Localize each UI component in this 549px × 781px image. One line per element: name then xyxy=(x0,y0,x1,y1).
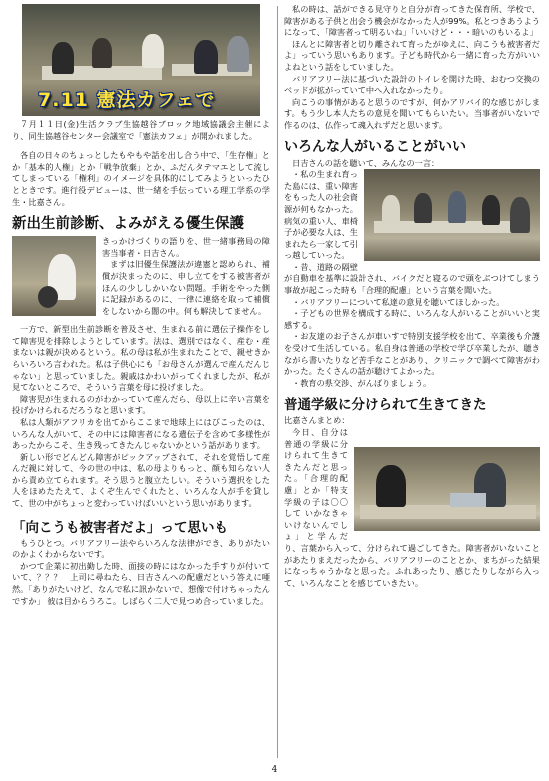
sec2-p5: バリアフリー法に基づいた設計のトイレを開けた時、おむつ交換のベッドが拡がっていて中へ入れなかったり。 xyxy=(284,73,540,96)
sec1-p1: きっかけづくりの語りを、世一緒事務局の障害当事者・日吉さん。 xyxy=(102,236,270,258)
section-heading-1: 新出生前診断、よみがえる優生保護 xyxy=(12,216,244,233)
sec4-lead: 比嘉さんまとめ： xyxy=(284,415,350,426)
section-heading-4: 普通学級に分けられて生きてきた xyxy=(284,397,487,414)
sec2-p1: もうひとつ。バリアフリー法やらいろんな法律ができ、ありがたいのかよくわからないです。 xyxy=(12,537,270,560)
cafe-photo xyxy=(22,4,260,116)
sec2-p3: 私の時は、話ができる見守りと自分が育ってきた保育所、学校で、障害がある子供と出会う機会がなかった人が99%。私とつきあうようになって、「障害者って明るいね」「いいけど・・・暗いのもいるよ」 xyxy=(284,4,540,38)
column-divider xyxy=(277,6,278,758)
section-heading-2: 「向こうも被害者だよ」って思いも xyxy=(12,519,228,536)
sec3-lead: 日吉さんの話を聴いて、みんなの一言： xyxy=(292,157,440,168)
comment-5: ・お友達のお子さんが車いすで特別支援学校を出て、卒業後も介護を受けて生活している。私自身は普通の学校で学び卒業したが、聴きながら書いたりなど苦手なことがあり、クリニックで調べて障害がわかった。たくさんの話が聴けてよかった。 xyxy=(284,331,540,377)
sec2-p6: 向こうの事情があると思うのですが、何かアリバイ的な感じがします。もう少し本人たちの意見を聞いてもらいたい。当事者がいないで作るのは、仏作って魂入れずだと思います。 xyxy=(284,96,540,130)
sec1-p2: まずは旧優生保護法が違憲と認められ、補償が決まったのに、申し立てをする被害者がほんの少ししかいない問題。手術をやった側に記録があるのに、一律に連絡を取って補償をしないから闇の中。何も解決してません。 xyxy=(102,259,270,316)
comment-6: ・教育の県交渉、がんばりましょう。 xyxy=(292,377,432,388)
sec2-p4: ほんとに障害者と切り離されて育ったがゆえに、向こうも被害者だよ」っていう思いもあります。子ども時代から一緒に育った方がいいよねという話をしていました。 xyxy=(284,38,540,72)
intro-paragraph-2: 各自の日々のちょっとしたもやもや話を出し合う中で、「生存権」とか「基本的人権」とか「戦争放棄」とか、ふだんタテマエとして流してしまっている「権利」のイメージを具体的にしてみようといったひとときです。進行役デビューは、世一緒を手伝っている理工学系の学生・比嘉さん。 xyxy=(12,150,270,207)
sec4-p1: 今日、自分は普通の学級に分けられて生きてきたんだと思った。「合理的配慮」とか「特支学級の子は〇〇して いかなきゃいけないんでしょ」と学んだり、言葉から入って、分けられて過ごしてきた。障害者がいないことがあたりまえだったから、バリアフリーのこととか、まちがった結果になっちゃうかなと思った。ふれあったり、感じたりしながら入って、いろんなことを感じていきたい。 xyxy=(284,427,540,588)
photo-banner: 7.11 憲法カフェで xyxy=(38,89,216,111)
comment-3: ・バリアフリーについて私達の意見を聴いてほしかった。 xyxy=(292,296,505,307)
page-number: 4 xyxy=(271,765,278,775)
left-column xyxy=(12,0,270,606)
section-heading-3: いろんな人がいることがいい xyxy=(284,138,466,155)
sec1-p4: 障害児が生まれるのがわかっていて産んだら、母以上に辛い言葉を投げかけられるだろうなと思います。 xyxy=(12,393,270,416)
summary-photo xyxy=(354,447,540,531)
right-column xyxy=(284,4,540,589)
sec2-p2: かつて企業に初出勤した時、面接の時にはなかった手すりが付いていて、？？？ 上司に尋ねたら、日吉さんへの配慮だという答えに唖然。「ありがたいけど、なんで私に訊かないで、想像で付けちゃったんですか」 彼は目からうろこ。しばらく二人で見つめ合っていました。 xyxy=(12,560,270,606)
intro-paragraph: ７月１１日(金)生活クラブ生協越谷ブロック地域協議会主催により、同生協越谷センター会議室で「憲法カフェ」が開かれました。 xyxy=(12,119,270,141)
sec1-p5: 私は人類がアフリカを出てからここまで地球上にはびこったのは、いろんな人がいて、その中には障害者になる遺伝子を含めて多様性があったからこそ、生き残ってきたんじゃないかという話があります。 xyxy=(12,416,270,451)
speaker-photo xyxy=(12,236,96,316)
comment-2: ・昔、道路の隔壁が自動車を基準に設計され、バイクだと寝るので頭をぶつけてしまう事故が起こった時も「合理的配慮」という言葉を聞いた。 xyxy=(284,261,540,296)
participants-photo xyxy=(364,169,540,261)
comment-1: ・私の生まれ育った島には、重い障害をもった人の社会資源が何もなかった。病気の重い人、車椅子が必要な人は、生まれたら一家して引っ越していった。 xyxy=(284,169,358,261)
sec1-p6: 新しい形でどんどん障害がピックアップされて、それを覚悟して産んだ親に対して、今の世の中は、私の母よりもっと、顔も知らない人から責め立てられます。そう思うと腹立たしい。そういう選択をした人をほめたたえて、よくぞ生んでくれたと、いろんな人が手を貸して、世の中がちょっと変わっていけばいいという思いがあります。 xyxy=(12,451,270,509)
sec1-p3: 一方で、新型出生前診断を普及させ、生まれる前に選伝子操作をして障害児を排除しようとしています。法は、選別ではなく、産む・産まないは親が決めるという。私の母は私が生まれたことで、親せきからいろいろ言われた。私は子供心にも「お母さんが選んで産んだんじゃない」と思っていました。親戚はかわいがってくれましたが、私が見てないところで、そういう言葉を母に投げました。 xyxy=(12,324,270,393)
comment-4: ・子どもの世界を構成する時に、いろんな人がいることがいいと実感する。 xyxy=(284,308,540,330)
